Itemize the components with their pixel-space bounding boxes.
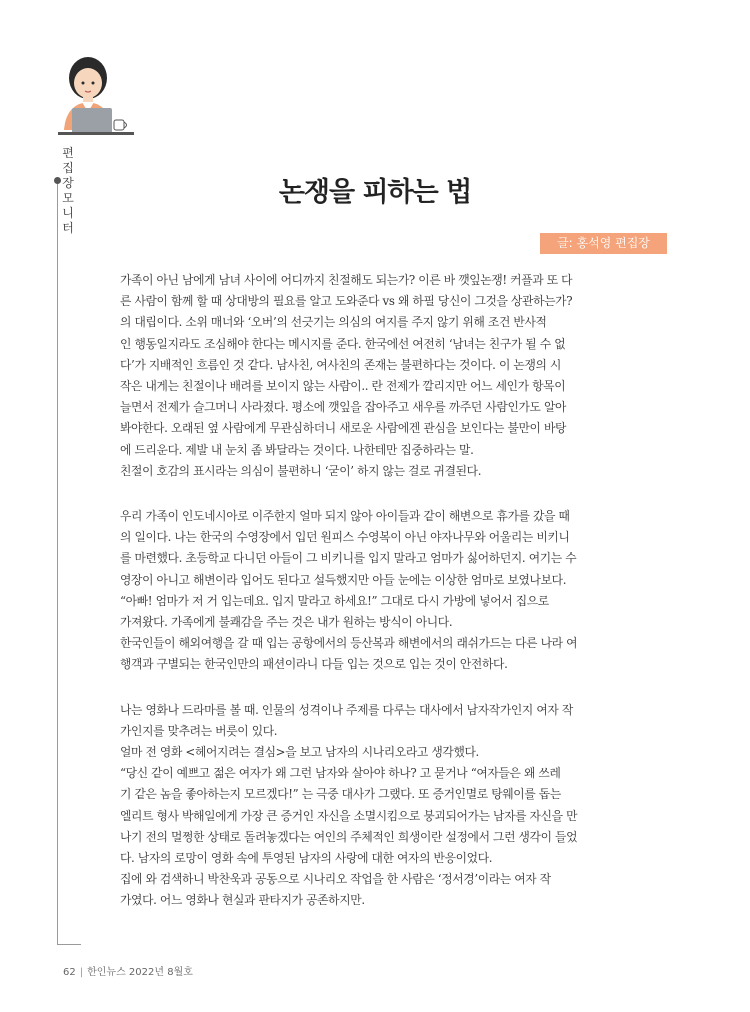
- margin-rule-horizontal: [57, 944, 81, 945]
- article-paragraph: [120, 506, 668, 676]
- columnist-avatar: [50, 50, 140, 140]
- text-line: 나기 전의 멀쩡한 상태로 돌려놓겠다는 여인의 주체적인 희생이란 설정에서 그런 생각이 들었: [120, 829, 578, 844]
- text-line: “아빠! 엄마가 저 거 입는데요. 입지 말라고 하세요!” 그대로 다시 가방에 넣어서 집으로: [120, 593, 549, 608]
- text-line: 다. 남자의 로망이 영화 속에 투영된 남자의 사랑에 대한 여자의 반응이었다.: [120, 851, 493, 866]
- article-body: [120, 270, 668, 936]
- publication-name: 한인뉴스 2022년 8월호: [87, 967, 193, 978]
- text-line: 를 마련했다. 초등학교 다니던 아들이 그 비키니를 입지 말라고 엄마가 싫어하던지. 여기는 수: [120, 551, 577, 566]
- text-line: 의 대립이다. 소위 매너와 ‘오버’의 선긋기는 의심의 여지를 주지 않기 위해 조건 반사적: [120, 315, 547, 330]
- text-line: 가인지를 맞추려는 버릇이 있다.: [120, 723, 278, 738]
- section-label-char: 니: [62, 206, 74, 220]
- text-line: 봐야한다. 오래된 옆 사람에게 무관심하더니 새로운 사람에겐 관심을 보인다는 불만이 바탕: [120, 421, 567, 436]
- author-badge: 글: 홍석영 편집장: [540, 233, 667, 254]
- text-line: 엘리트 형사 박해일에게 가장 큰 증거인 자신을 소멸시킴으로 붕괴되어가는 남자를 자신을 만: [120, 808, 578, 823]
- text-line: 인 행동일지라도 조심해야 한다는 메시지를 준다. 한국에선 여전히 ‘남녀는 친구가 될 수 없: [120, 336, 566, 351]
- text-line: 다’가 지배적인 흐름인 것 같다. 남사친, 여사친의 존재는 불편하다는 것이다. 이 논쟁의 시: [120, 357, 562, 372]
- section-label-char: 터: [62, 221, 74, 235]
- section-label-char: 편: [62, 146, 74, 160]
- text-line: 늘면서 전제가 슬그머니 사라졌다. 평소에 깻잎을 잡아주고 새우를 까주던 사람인가도 알아: [120, 400, 567, 415]
- section-label-char: 집: [62, 161, 74, 175]
- article-paragraph: [120, 700, 668, 912]
- article-paragraph: [120, 270, 668, 482]
- page-number: 62: [63, 967, 76, 978]
- page-footer: [63, 963, 193, 978]
- text-line: 의 일이다. 나는 한국의 수영장에서 입던 원피스 수영복이 아닌 야자나무와 어울리는 비키니: [120, 530, 570, 545]
- text-line: 가족이 아닌 남에게 남녀 사이에 어디까지 친절해도 되는가? 이른 바 깻잎논쟁! 커플과 또 다: [120, 273, 573, 287]
- section-label-char: 장: [62, 176, 74, 190]
- text-line: 나는 영화나 드라마를 볼 때. 인물의 성격이나 주제를 다루는 대사에서 남자작가인지 여자 작: [120, 702, 573, 717]
- woman-with-laptop-icon: [50, 50, 140, 140]
- margin-rule-vertical: [57, 180, 58, 944]
- article-title: 논쟁을 피하는 법: [278, 177, 472, 208]
- text-line: 집에 와 검색하니 박찬욱과 공동으로 시나리오 작업을 한 사람은 ‘정서경’이라는 여자 작: [120, 872, 551, 887]
- text-line: 얼마 전 영화 <헤어지려는 결심>을 보고 남자의 시나리오라고 생각했다.: [120, 745, 479, 760]
- section-label-char: 모: [62, 191, 74, 205]
- text-line: 행객과 구별되는 한국인만의 패션이라니 다들 입는 것으로 입는 것이 안전하다.: [120, 657, 508, 672]
- text-line: 에 드리운다. 제발 내 눈치 좀 봐달라는 것이다. 나한테만 집중하라는 말.: [120, 442, 474, 457]
- footer-divider: |: [79, 967, 84, 978]
- text-line: 작은 내게는 친절이나 배려를 보이지 않는 사람이.. 란 전제가 깔리지만 어느 세인가 항목이: [120, 379, 566, 394]
- text-line: 기 같은 놈을 좋아하는지 모르겠다!” 는 극중 대사가 그랬다. 또 증거인멸로 탕웨이를 돕는: [120, 787, 561, 802]
- text-line: 친절이 호감의 표시라는 의심이 불편하니 ‘굳이’ 하지 않는 걸로 귀결된다.: [120, 463, 482, 478]
- text-line: 영장이 아니고 해변이라 입어도 된다고 설득했지만 아들 눈에는 이상한 엄마로 보였나보다.: [120, 572, 567, 587]
- text-line: 른 사람이 함께 할 때 상대방의 필요를 알고 도와준다 vs 왜 하필 당신이 그것을 상관하는가?: [120, 294, 573, 309]
- text-line: 가져왔다. 가족에게 불쾌감을 주는 것은 내가 원하는 방식이 아니다.: [120, 615, 453, 630]
- text-line: 한국인들이 해외여행을 갈 때 입는 공항에서의 등산복과 해변에서의 래쉬가드는 다른 나라 여: [120, 636, 578, 651]
- text-line: 우리 가족이 인도네시아로 이주한지 얼마 되지 않아 아이들과 같이 해변으로 휴가를 갔을 때: [120, 509, 570, 524]
- text-line: 가였다. 어느 영화나 현실과 판타지가 공존하지만.: [120, 893, 365, 908]
- text-line: “당신 같이 예쁘고 젊은 여자가 왜 그런 남자와 살아야 하나? 고 묻거나 “여자들은 왜 쓰레: [120, 766, 561, 781]
